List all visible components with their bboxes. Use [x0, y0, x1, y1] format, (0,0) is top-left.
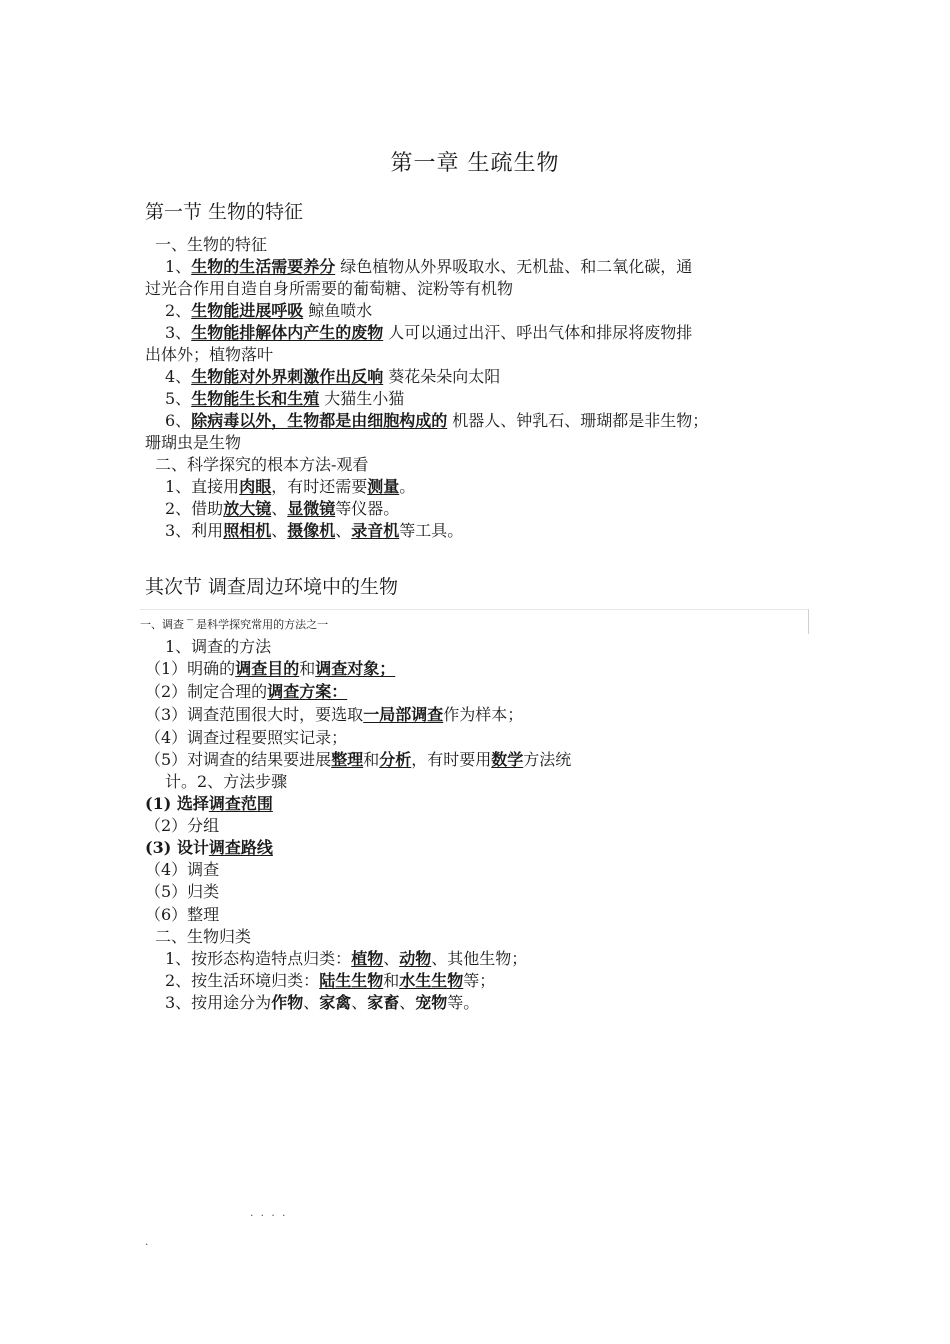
item-number: 4、	[165, 367, 192, 386]
key-term: 分析	[379, 750, 412, 769]
item-text: （3）调查范围很大时，要选取	[145, 705, 364, 724]
item-text: 3、利用	[165, 521, 224, 540]
key-term: 生物能对外界刺激作出反响	[191, 367, 384, 386]
list-item: （5）归类	[145, 882, 220, 901]
list-item	[145, 388, 830, 410]
footer-dots: . . . .	[250, 1205, 288, 1219]
list-item-continuation: 计。2、方法步骤	[165, 772, 288, 791]
item-number: 3、	[165, 323, 192, 342]
item-text: 大猫生小猫	[319, 389, 405, 408]
item-text: 、其他生物；	[431, 949, 528, 968]
key-term: 显微镜	[287, 499, 336, 518]
item-text: 和	[383, 971, 400, 990]
key-term: 宠物	[415, 993, 448, 1012]
key-term: 生物能排解体内产生的废物	[191, 323, 384, 342]
item-text: ，有时还需要	[271, 477, 368, 496]
key-term: 肉眼	[239, 477, 272, 496]
item-text: 作为样本；	[443, 705, 524, 724]
key-term: 整理	[331, 750, 364, 769]
item-text: 、	[335, 521, 352, 540]
list-item	[145, 410, 830, 432]
item-text: 1、按形态构造特点归类：	[165, 949, 352, 968]
list-item	[145, 366, 830, 388]
list-item	[145, 704, 810, 726]
list-item	[145, 793, 810, 815]
item-text: 和	[363, 750, 380, 769]
key-term: 调查路线	[208, 838, 273, 857]
section-title-2: 其次节 调查周边环境中的生物	[145, 576, 399, 598]
key-term: 调查目的	[235, 659, 300, 678]
item-text: 、	[271, 521, 288, 540]
key-term: 陆生生物	[319, 971, 384, 990]
key-term: 一局部调查	[363, 705, 444, 724]
item-text: 机器人、钟乳石、珊瑚都是非生物；	[447, 411, 709, 430]
item-number: 2、	[165, 301, 192, 320]
item-text: （5）对调查的结果要进展	[145, 750, 332, 769]
list-item	[145, 658, 810, 680]
key-term: 调查对象；	[315, 659, 396, 678]
item-text: (3) 设计	[145, 838, 209, 857]
key-term: 家畜	[367, 993, 400, 1012]
item-text: 等。	[447, 993, 480, 1012]
list-item-continuation: 出体外；植物落叶	[145, 345, 274, 364]
key-term: 植物	[351, 949, 384, 968]
key-term: 作物	[271, 993, 304, 1012]
section-title-1: 第一节 生物的特征	[145, 201, 304, 223]
list-item	[145, 837, 810, 859]
item-text: 、	[303, 993, 320, 1012]
key-term: 动物	[399, 949, 432, 968]
key-term: 水生生物	[399, 971, 464, 990]
item-text: 、	[383, 949, 400, 968]
footer-dot: .	[145, 1234, 149, 1248]
heading-characteristics: 一、生物的特征	[155, 235, 268, 254]
item-text: 人可以通过出汗、呼出气体和排尿将废物排	[383, 323, 693, 342]
item-text: 等工具。	[399, 521, 464, 540]
item-text: 和	[299, 659, 316, 678]
item-text: 、	[399, 993, 416, 1012]
item-number: 6、	[165, 411, 192, 430]
key-term: 放大镜	[223, 499, 272, 518]
survey-callout: 一、调查 ¯ 是科学探究常用的方法之一	[140, 609, 809, 634]
list-item	[145, 322, 830, 344]
list-item: （6）整理	[145, 905, 220, 924]
list-item: （4）调查	[145, 860, 220, 879]
item-text: 、	[351, 993, 368, 1012]
item-text: (1) 选择	[145, 794, 209, 813]
item-text: 1、直接用	[165, 477, 240, 496]
key-term: 照相机	[223, 521, 272, 540]
list-item	[145, 520, 830, 542]
heading-survey-method: 1、调查的方法	[165, 637, 272, 656]
item-text: 2、借助	[165, 499, 224, 518]
list-item: （2）分组	[145, 816, 220, 835]
key-term: 除病毒以外，生物都是由细胞构成的	[191, 411, 448, 430]
key-term: 摄像机	[287, 521, 336, 540]
list-item	[145, 749, 810, 771]
item-text: （1）明确的	[145, 659, 236, 678]
item-number: 5、	[165, 389, 192, 408]
item-text: 葵花朵朵向太阳	[383, 367, 501, 386]
item-text: 2、按生活环境归类：	[165, 971, 320, 990]
list-item	[145, 498, 830, 520]
list-item-continuation: 珊瑚虫是生物	[145, 433, 242, 452]
key-term: 生物能进展呼吸	[191, 301, 304, 320]
list-item	[145, 970, 830, 992]
item-text: 鲸鱼喷水	[303, 301, 373, 320]
key-term: 调查方案：	[267, 682, 348, 701]
item-text: （2）制定合理的	[145, 682, 268, 701]
key-term: 生物能生长和生殖	[191, 389, 320, 408]
item-text: 等；	[463, 971, 496, 990]
chapter-title: 第一章 生疏生物	[390, 151, 560, 176]
key-term: 生物的生活需要养分	[191, 257, 336, 276]
key-term: 调查范围	[208, 794, 273, 813]
key-term: 录音机	[351, 521, 400, 540]
item-text: 3、按用途分为	[165, 993, 272, 1012]
heading-classification: 二、生物归类	[155, 927, 252, 946]
list-item: （4）调查过程要照实记录；	[145, 728, 348, 747]
item-text: ，有时要用	[411, 750, 492, 769]
list-item	[145, 300, 830, 322]
item-text: 、	[271, 499, 288, 518]
key-term: 测量	[367, 477, 400, 496]
item-text: 。	[399, 477, 416, 496]
key-term: 家禽	[319, 993, 352, 1012]
item-text: 方法统	[523, 750, 572, 769]
item-text: 绿色植物从外界吸取水、无机盐、和二氧化碳，通	[335, 257, 693, 276]
list-item-continuation: 过光合作用自造自身所需要的葡萄糖、淀粉等有机物	[145, 279, 514, 298]
list-item	[145, 476, 830, 498]
list-item	[145, 992, 830, 1014]
list-item	[145, 948, 830, 970]
heading-observation: 二、科学探究的根本方法-观看	[155, 455, 369, 474]
list-item	[145, 256, 830, 278]
item-number: 1、	[165, 257, 192, 276]
key-term: 数学	[491, 750, 524, 769]
item-text: 等仪器。	[335, 499, 400, 518]
list-item	[145, 681, 810, 703]
